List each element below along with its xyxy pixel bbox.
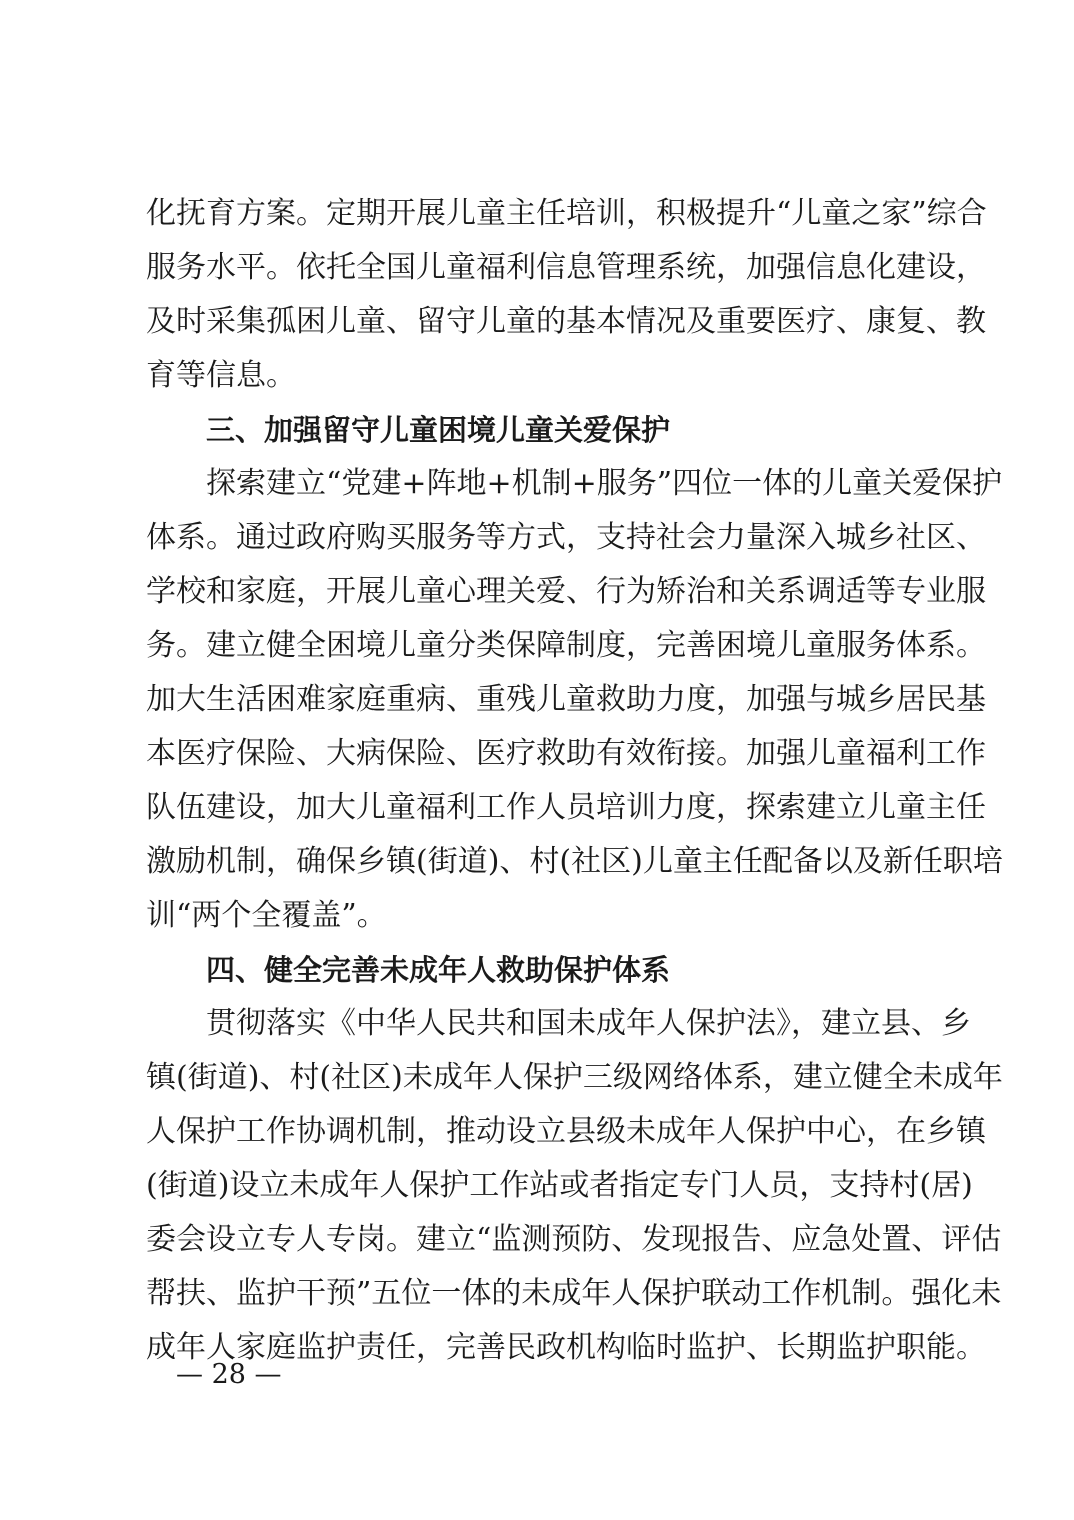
text-line: 激励机制，确保乡镇(街道)、村(社区)儿童主任配备以及新任职培 (146, 844, 1003, 879)
text-line: 成年人家庭监护责任，完善民政机构临时监护、长期监护职能。 (146, 1330, 986, 1365)
section-4-paragraph (146, 1002, 1003, 1380)
section-heading-3: 三、加强留守儿童困境儿童关爱保护 (206, 413, 671, 447)
text-line: 探索建立“党建+阵地+机制+服务”四位一体的儿童关爱保护 (206, 466, 1003, 501)
section-3-paragraph (146, 462, 1003, 948)
text-line: 化抚育方案。定期开展儿童主任培训，积极提升“儿童之家”综合 (146, 196, 987, 231)
text-line: 务。建立健全困境儿童分类保障制度，完善困境儿童服务体系。 (146, 628, 986, 663)
text-line: 队伍建设，加大儿童福利工作人员培训力度，探索建立儿童主任 (146, 790, 986, 825)
paragraph-continued (146, 192, 987, 408)
text-line: 体系。通过政府购买服务等方式，支持社会力量深入城乡社区、 (146, 520, 986, 555)
text-line: 帮扶、监护干预”五位一体的未成年人保护联动工作机制。强化未 (146, 1276, 1002, 1311)
text-line: 服务水平。依托全国儿童福利信息管理系统，加强信息化建设， (146, 250, 986, 285)
text-line: 学校和家庭，开展儿童心理关爱、行为矫治和关系调适等专业服 (146, 574, 986, 609)
text-line: 及时采集孤困儿童、留守儿童的基本情况及重要医疗、康复、教 (146, 304, 986, 339)
text-line: 人保护工作协调机制，推动设立县级未成年人保护中心，在乡镇 (146, 1114, 986, 1149)
text-line: 加大生活困难家庭重病、重残儿童救助力度，加强与城乡居民基 (146, 682, 986, 717)
text-line: 本医疗保险、大病保险、医疗救助有效衔接。加强儿童福利工作 (146, 736, 986, 771)
text-line: 贯彻落实《中华人民共和国未成年人保护法》，建立县、乡 (206, 1006, 971, 1041)
page-number: — 28 — (176, 1359, 282, 1390)
text-line: 育等信息。 (146, 358, 296, 393)
section-heading-4: 四、健全完善未成年人救助保护体系 (206, 953, 671, 987)
text-line: (街道)设立未成年人保护工作站或者指定专门人员，支持村(居) (146, 1168, 973, 1203)
text-line: 训“两个全覆盖”。 (146, 898, 387, 933)
text-line: 镇(街道)、村(社区)未成年人保护三级网络体系，建立健全未成年 (146, 1060, 1003, 1095)
page-body (146, 192, 1003, 1380)
text-line: 委会设立专人专岗。建立“监测预防、发现报告、应急处置、评估 (146, 1222, 1002, 1257)
